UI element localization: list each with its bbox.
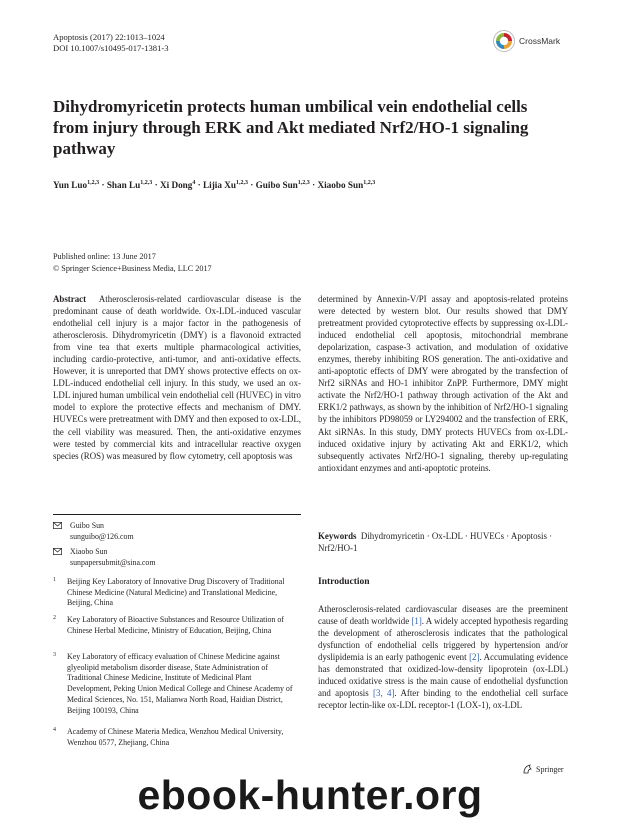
crossmark-label: CrossMark	[519, 36, 561, 46]
author-affiliation-marker: 1,2,3	[235, 180, 248, 186]
contact-email[interactable]: sunguibo@126.com	[70, 532, 134, 541]
affiliation-4	[53, 727, 293, 748]
introduction-text	[318, 603, 568, 711]
reference-link[interactable]: [3, 4]	[373, 688, 395, 699]
affiliation-text: Academy of Chinese Materia Medica, Wenzhou Medical University, Wenzhou 0577, Zhejiang, China	[67, 727, 284, 747]
author-affiliation-marker: 1,2,3	[363, 180, 376, 186]
abstract-label: Abstract	[53, 294, 87, 304]
author-name: Yun Luo	[53, 180, 88, 191]
crossmark-icon	[493, 30, 515, 52]
envelope-icon	[53, 548, 62, 555]
abstract-right: determined by Annexin-V/PI assay and apoptosis-related proteins were detected by western blot. Our results showed that DMY pretreatment provided cytoprotective effects by suppressing ox-LDL-induced endothelial cell apoptosis, mitochondrial membrane depolarization, caspase-3 activation, and modulation of oxidative enzymes, thereby inhibiting ROS generation. The anti-oxidative and anti-apoptotic effects of DMY were abrogated by the transfection of Nrf2 siRNAs and HO-1 inhibitor ZnPP. Furthermore, DMY might activate the Nrf2/HO-1 pathway through activation of the Akt and ERK1/2 pathways, as shown by the inhibition of Nrf2/HO-1 signaling by the inhibitors PD98059 or LY294002 and the transfection of ERK, Akt siRNAs. In this study, DMY protects HUVECs from ox-LDL-induced oxidative injury by activating Akt and ERK1/2, which subsequently activates Nrf2/HO-1 signaling, thereby up-regulating antioxidant enzymes and anti-apoptotic proteins.	[318, 294, 568, 473]
author-list	[53, 180, 593, 190]
affiliation-number: 2	[53, 615, 56, 621]
affiliation-text: Beijing Key Laboratory of Innovative Drug Discovery of Traditional Chinese Medicine (Natural Medicine) and Translational Medicine, Beijing, China	[67, 577, 285, 608]
doi[interactable]: DOI 10.1007/s10495-017-1381-3	[53, 43, 169, 53]
journal-citation: Apoptosis (2017) 22:1013–1024	[53, 32, 165, 42]
contact-xiaobo	[53, 546, 156, 568]
author-affiliation-marker: 1,2,3	[87, 180, 100, 186]
publisher-logo-text: Springer	[536, 765, 564, 774]
author-name: Xiaobo Sun	[317, 180, 364, 191]
envelope-icon	[53, 522, 62, 529]
affiliation-number: 1	[53, 577, 56, 583]
affiliation-3	[53, 652, 293, 716]
affiliation-2	[53, 615, 293, 636]
author-name: Guibo Sun	[255, 180, 298, 191]
keywords-text: Dihydromyricetin · Ox-LDL · HUVECs · Apoptosis · Nrf2/HO-1	[318, 531, 553, 553]
author-affiliation-marker: 4	[192, 180, 196, 186]
author-separator: ·	[309, 180, 318, 191]
affiliation-number: 4	[53, 727, 56, 733]
affiliation-text: Key Laboratory of efficacy evaluation of Chinese Medicine against glyeolipid metabolism disorder disease, State Administration of Traditional Chinese Medicine, Institute of Medicinal Plant Development, Peking Union Medical College and Chinese Academy of Medical Sciences, No. 151, Malianwa North Road, Haidian District, Beijing 100193, China	[67, 652, 293, 715]
keywords-label: Keywords	[318, 531, 357, 541]
published-date: Published online: 13 June 2017	[53, 252, 156, 261]
reference-link[interactable]: [2]	[469, 652, 480, 663]
intro-text: . After binding to the endothelial cell surface receptor lectin-like ox-LDL receptor-1 (LOX-1), ox-LDL	[318, 688, 569, 711]
section-heading-introduction: Introduction	[318, 577, 370, 587]
affiliation-number: 3	[53, 652, 56, 658]
abstract-text-left: Atherosclerosis-related cardiovascular disease is the predominant cause of death worldwide. Ox-LDL-induced vascular endothelial cell injury is a major factor in the pathogenesis of atherosclerosis. Dihydromyricetin (DMY) is a flavonoid extracted from vine tea that exerts multiple pharmacological activities, including cardio-protective, anti-tumor, and anti-oxidative effects. However, it is unreported that DMY shows protective effects on ox-LDL-induced endothelial cell injury. In this study, we used an ox-LDL injured human umbilical vein endothelial cell (HUVEC) in vitro model to explore the protective effects and mechanism of DMY. HUVECs were pretreatment with DMY and then exposed to ox-LDL, the cell viability was measured. Then, the anti-oxidative enzymes were tested by commercial kits and intracellular reactive oxygen species (ROS) was measured by flow cytometry, cell apoptosis was	[53, 294, 301, 461]
reference-link[interactable]: [1]	[411, 616, 422, 627]
author-name: Lijia Xu	[203, 180, 236, 191]
contact-name: Xiaobo Sun	[70, 547, 108, 556]
author-separator: ·	[152, 180, 160, 191]
footnote-divider	[53, 514, 301, 515]
journal-header	[53, 32, 169, 54]
contact-name: Guibo Sun	[70, 521, 104, 530]
author-separator: ·	[99, 180, 107, 191]
author-affiliation-marker: 1,2,3	[297, 180, 310, 186]
article-title: Dihydromyricetin protects human umbilical vein endothelial cells from injury through ERK and Akt mediated Nrf2/HO-1 signaling pathway	[53, 97, 529, 158]
author-name: Xi Dong	[159, 180, 193, 191]
intro-text: . A widely accepted hypothesis regarding the development of atherosclerosis indicates that the pathological dysfunction of endothelial cells triggered by hypertension and/or dyslipidemia is an early pathogenic event	[318, 616, 569, 663]
author-separator: ·	[247, 180, 256, 191]
intro-text: . Accumulating evidence has demonstrated that oxidized-low-density lipoprotein (ox-LDL) induced oxidative stress is the main cause of endothelial dysfunction and apoptosis	[318, 652, 568, 699]
watermark-banner: ebook-hunter.org	[137, 772, 483, 818]
contact-email[interactable]: sunpapersubmit@sina.com	[70, 558, 156, 567]
intro-text: Atherosclerosis-related cardiovascular diseases are the preeminent cause of death worldwide	[318, 604, 568, 627]
author-name: Shan Lu	[106, 180, 141, 191]
publication-info	[53, 251, 212, 274]
author-affiliation-marker: 1,2,3	[140, 180, 153, 186]
affiliation-1	[53, 577, 293, 609]
keywords	[318, 530, 568, 554]
copyright: © Springer Science+Business Media, LLC 2017	[53, 263, 212, 273]
affiliation-text: Key Laboratory of Bioactive Substances and Resource Utilization of Chinese Herbal Medicine, Ministry of Education, Beijing, China	[67, 615, 284, 635]
author-separator: ·	[195, 180, 204, 191]
crossmark-badge[interactable]	[493, 28, 583, 54]
contact-guibo	[53, 520, 134, 542]
abstract-left	[53, 293, 301, 462]
